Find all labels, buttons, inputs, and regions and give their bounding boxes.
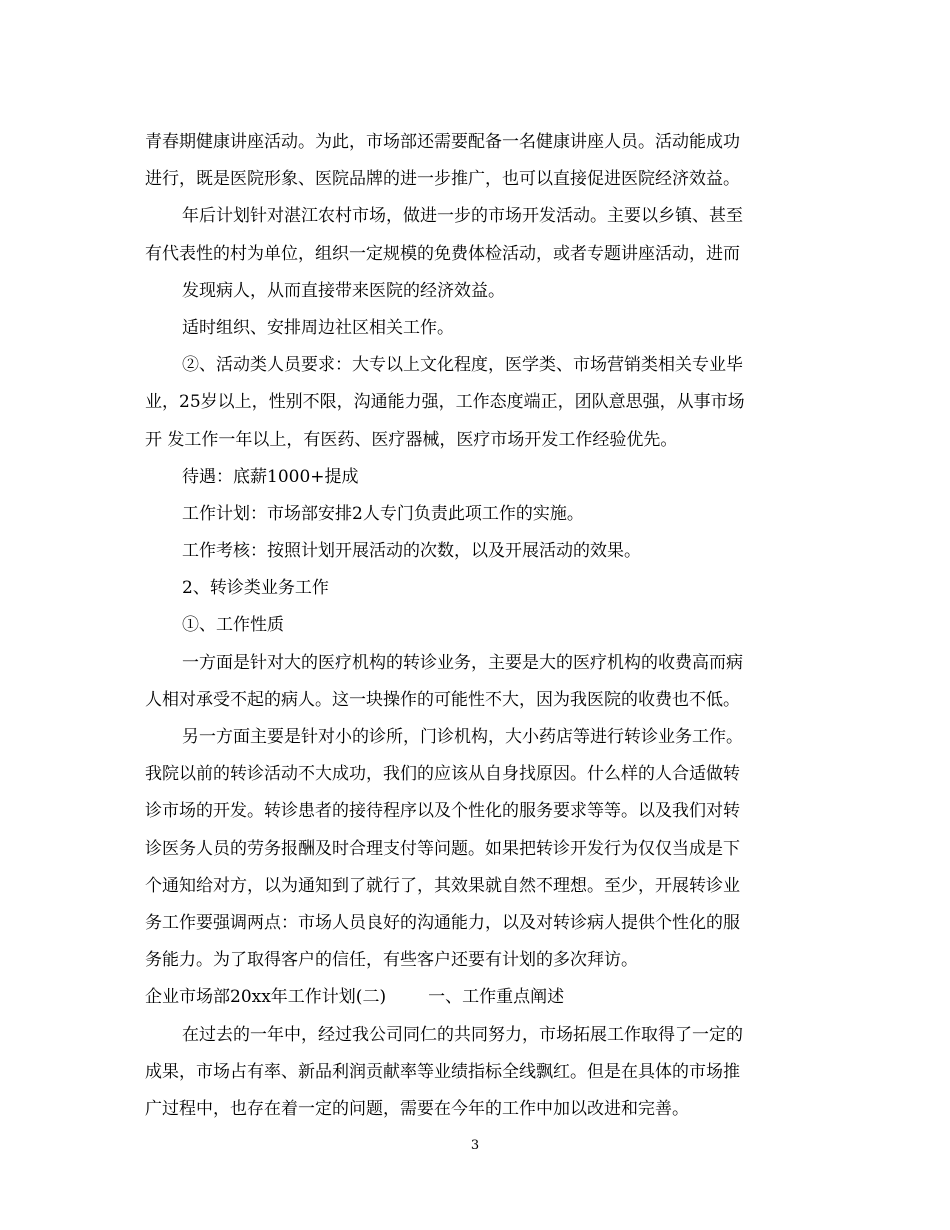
text-line: 待遇：底薪1000+提成 <box>182 466 359 487</box>
section-subtitle: 一、工作重点阐述 <box>428 987 565 1008</box>
text-line: 诊市场的开发。转诊患者的接待程序以及个性化的服务要求等等。以及我们对转 <box>145 801 740 822</box>
text-line: 2、转诊类业务工作 <box>182 578 329 599</box>
text-line: 个通知给对方，以为通知到了就行了，其效果就自然不理想。至少，开展转诊业 <box>145 875 740 896</box>
text-line: 工作考核：按照计划开展活动的次数，以及开展活动的效果。 <box>182 541 641 562</box>
text-line: 成果，市场占有率、新品利润贡献率等业绩指标全线飘红。但是在具体的市场推 <box>145 1061 740 1082</box>
text-line: 在过去的一年中，经过我公司同仁的共同努力，市场拓展工作取得了一定的 <box>182 1024 743 1045</box>
text-line: 有代表性的村为单位，组织一定规模的免费体检活动，或者专题讲座活动，进而 <box>145 243 740 264</box>
text-line: ②、活动类人员要求：大专以上文化程度，医学类、市场营销类相关专业毕 <box>182 355 743 376</box>
document-body <box>145 124 805 1128</box>
text-line: 务能力。为了取得客户的信任，有些客户还要有计划的多次拜访。 <box>145 950 638 971</box>
text-line: 我院以前的转诊活动不大成功，我们的应该从自身找原因。什么样的人合适做转 <box>145 764 740 785</box>
page-number: 3 <box>470 1138 480 1153</box>
text-line: 适时组织、安排周边社区相关工作。 <box>182 317 454 338</box>
text-line: 开 发工作一年以上，有医药、医疗器械，医疗市场开发工作经验优先。 <box>145 429 678 450</box>
closing-paragraph-lines <box>145 1017 805 1129</box>
text-line: 另一方面主要是针对小的诊所，门诊机构，大小药店等进行转诊业务工作。 <box>182 727 743 747</box>
text-line: 进行，既是医院形象、医院品牌的进一步推广，也可以直接促进医院经济效益。 <box>145 169 740 190</box>
text-line: 人相对承受不起的病人。这一块操作的可能性不大，因为我医院的收费也不低。 <box>145 689 740 710</box>
text-line: ①、工作性质 <box>182 615 284 636</box>
text-line: 业，25岁以上，性别不限，沟通能力强，工作态度端正，团队意思强，从事市场 <box>145 392 745 413</box>
text-line: 务工作要强调两点：市场人员良好的沟通能力，以及对转诊病人提供个性化的服 <box>145 912 740 933</box>
text-line: 年后计划针对湛江农村市场，做进一步的市场开发活动。主要以乡镇、甚至 <box>182 206 743 227</box>
text-line: 诊医务人员的劳务报酬及时合理支付等问题。如果把转诊开发行为仅仅当成是下 <box>145 838 740 859</box>
plan-title: 企业市场部20xx年工作计划(二) <box>145 987 387 1008</box>
text-line: 广过程中，也存在着一定的问题，需要在今年的工作中加以改进和完善。 <box>145 1098 689 1119</box>
text-line: 一方面是针对大的医疗机构的转诊业务，主要是大的医疗机构的收费高而病 <box>182 652 743 673</box>
section-heading <box>145 979 805 1016</box>
text-line: 工作计划：市场部安排2人专门负责此项工作的实施。 <box>182 503 584 524</box>
paragraph-lines <box>145 124 805 979</box>
text-line: 发现病人，从而直接带来医院的经济效益。 <box>182 280 505 301</box>
text-line: 青春期健康讲座活动。为此，市场部还需要配备一名健康讲座人员。活动能成功 <box>145 132 740 152</box>
